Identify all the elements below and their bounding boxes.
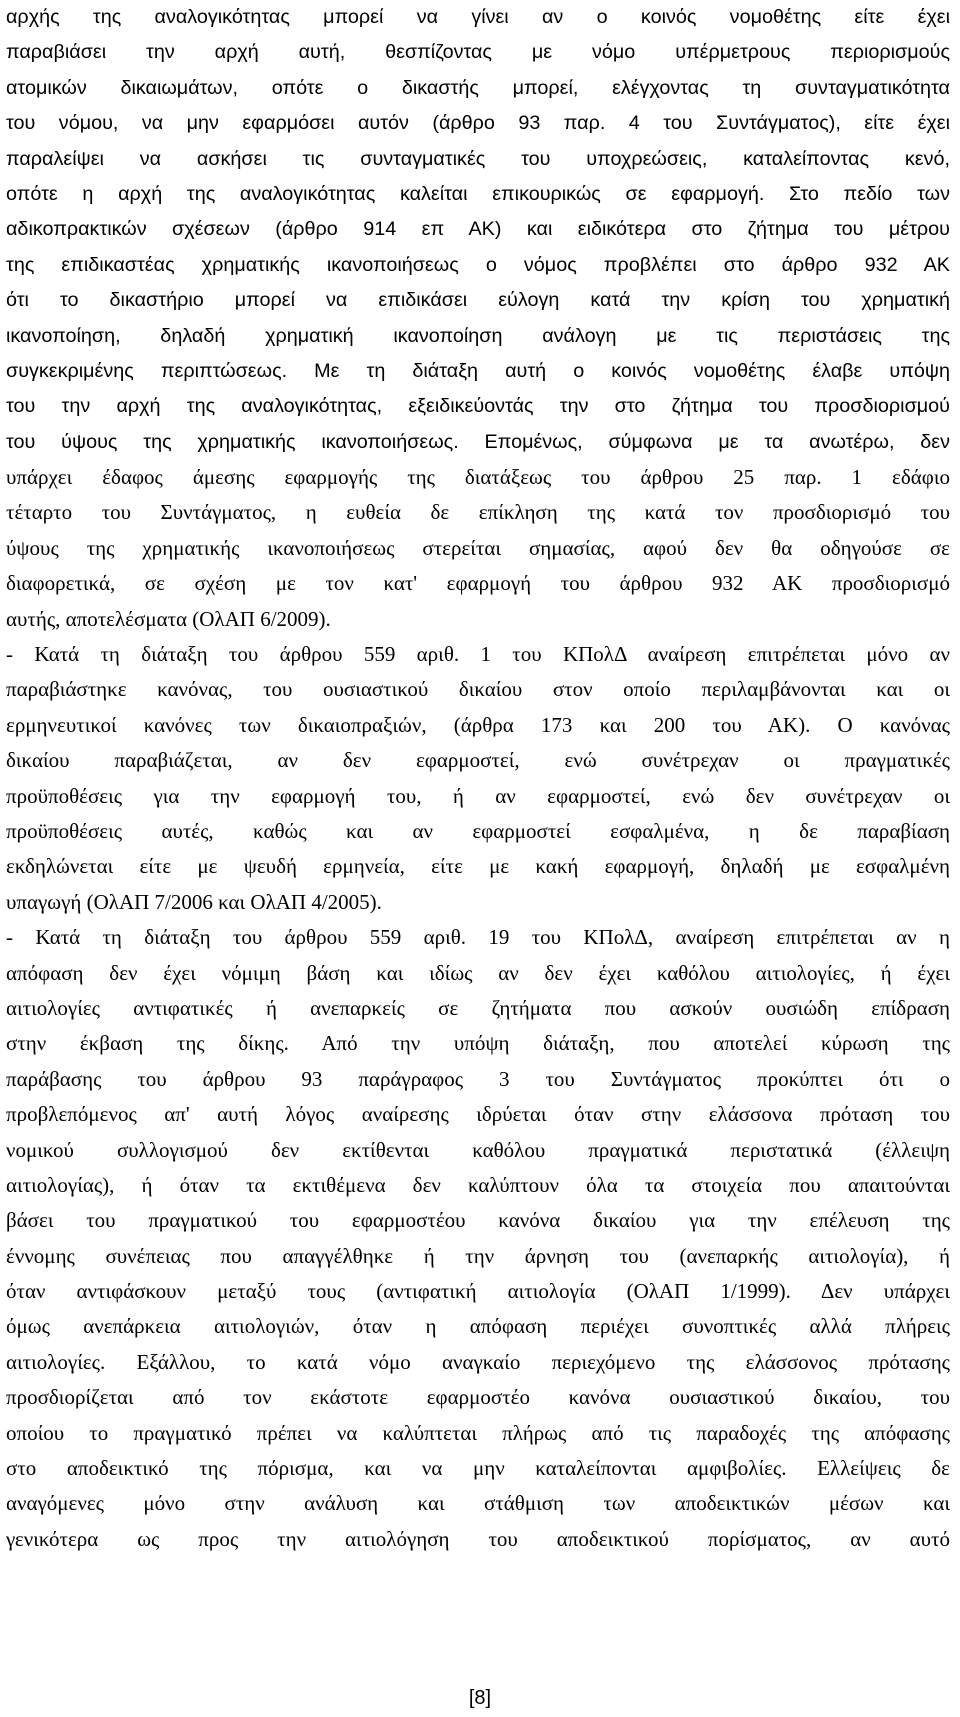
- text-line: συγκεκριμένης περιπτώσεως. Με τη διάταξη αυτή ο κοινός νομοθέτης έλαβε υπόψη: [6, 359, 950, 382]
- document-body: [6, 0, 950, 1557]
- text-line: προϋποθέσεις αυτές, καθώς και αν εφαρμοστεί εσφαλμένα, η δε παραβίαση: [6, 818, 950, 843]
- text-line: αδικοπρακτικών σχέσεων (άρθρο 914 επ ΑΚ) και ειδικότερα στο ζήτημα του μέτρου: [6, 218, 950, 241]
- text-line: βάσει του πραγματικού του εφαρμοστέου κανόνα δικαίου για την επέλευση της: [6, 1208, 950, 1233]
- text-line: αρχής της αναλογικότητας μπορεί να γίνει αν ο κοινός νομοθέτης είτε έχει: [6, 6, 950, 28]
- text-line: του την αρχή της αναλογικότητας, εξειδικεύοντάς την στο ζήτημα του προσδιορισμού: [6, 395, 950, 418]
- text-line: - Κατά τη διάταξη του άρθρου 559 αριθ. 1 του ΚΠολΔ αναίρεση επιτρέπεται μόνο αν: [6, 642, 950, 667]
- text-line: προσδιορίζεται από τον εκάστοτε εφαρμοστέο κανόνα ουσιαστικού δικαίου, του: [6, 1385, 950, 1410]
- text-line: αιτιολογίες. Εξάλλου, το κατά νόμο αναγκαίο περιεχόμενο της ελάσσονος πρότασης: [6, 1349, 950, 1374]
- document-page: [6, 0, 950, 1717]
- text-line: οπότε η αρχή της αναλογικότητας καλείται επικουρικώς σε εφαρμογή. Στο πεδίο των: [6, 182, 950, 205]
- text-line: στο αποδεικτικό της πόρισμα, και να μην καταλείπονται αμφιβολίες. Ελλείψεις δε: [6, 1456, 950, 1481]
- text-line: έννομης συνέπειας που απαγγέλθηκε ή την άρνηση του (ανεπαρκής αιτιολογία), ή: [6, 1243, 950, 1268]
- text-line: αναγόμενες μόνο στην ανάλυση και στάθμιση των αποδεικτικών μέσων και: [6, 1491, 950, 1516]
- text-line: παραβιάστηκε κανόνας, του ουσιαστικού δικαίου στον οποίο περιλαμβάνονται και οι: [6, 677, 950, 702]
- text-line: παράβασης του άρθρου 93 παράγραφος 3 του Συντάγματος προκύπτει ότι ο: [6, 1066, 950, 1091]
- text-line: ότι το δικαστήριο μπορεί να επιδικάσει εύλογη κατά την κρίση του χρηματική: [6, 289, 950, 312]
- text-line: του ύψους της χρηματικής ικανοποιήσεως. Επομένως, σύμφωνα με τα ανωτέρω, δεν: [6, 430, 950, 453]
- text-line: αιτιολογίες αντιφατικές ή ανεπαρκείς σε ζητήματα που ασκούν ουσιώδη επίδραση: [6, 995, 950, 1020]
- text-line: του νόμου, να μην εφαρμόσει αυτόν (άρθρο 93 παρ. 4 του Συντάγματος), είτε έχει: [6, 112, 950, 135]
- text-line: όταν αντιφάσκουν μεταξύ τους (αντιφατική αιτιολογία (ΟλΑΠ 1/1999). Δεν υπάρχει: [6, 1279, 950, 1304]
- text-line: διαφορετικά, σε σχέση με τον κατ' εφαρμογή του άρθρου 932 ΑΚ προσδιορισμό: [6, 571, 950, 596]
- text-line: στην έκβαση της δίκης. Από την υπόψη διάταξη, που αποτελεί κύρωση της: [6, 1031, 950, 1056]
- text-line: αυτής, αποτελέσματα (ΟλΑΠ 6/2009).: [6, 606, 331, 631]
- text-line: παραλείψει να ασκήσει τις συνταγματικές του υποχρεώσεις, καταλείποντας κενό,: [6, 147, 950, 170]
- text-line: δικαίου παραβιάζεται, αν δεν εφαρμοστεί, ενώ συνέτρεχαν οι πραγματικές: [6, 748, 950, 773]
- text-line: προϋποθέσεις για την εφαρμογή του, ή αν εφαρμοστεί, ενώ δεν συνέτρεχαν οι: [6, 783, 950, 808]
- text-line: της επιδικαστέας χρηματικής ικανοποιήσεως ο νόμος προβλέπει στο άρθρο 932 ΑΚ: [6, 253, 950, 276]
- text-line: τέταρτο του Συντάγματος, η ευθεία δε επίκληση της κατά τον προσδιορισμό του: [6, 500, 950, 525]
- text-line: όμως ανεπάρκεια αιτιολογιών, όταν η απόφαση περιέχει συνοπτικές αλλά πλήρεις: [6, 1314, 950, 1339]
- text-line: υπάρχει έδαφος άμεσης εφαρμογής της διατάξεως του άρθρου 25 παρ. 1 εδάφιο: [6, 465, 950, 490]
- text-line: παραβιάσει την αρχή αυτή, θεσπίζοντας με νόμο υπέρμετρους περιορισμούς: [6, 41, 950, 64]
- text-line: αιτιολογίας), ή όταν τα εκτιθέμενα δεν καλύπτουν όλα τα στοιχεία που απαιτούνται: [6, 1172, 950, 1197]
- text-line: απόφαση δεν έχει νόμιμη βάση και ιδίως αν δεν έχει καθόλου αιτιολογίες, ή έχει: [6, 960, 950, 985]
- text-line: οποίου το πραγματικό πρέπει να καλύπτεται πλήρως από τις παραδοχές της απόφασης: [6, 1420, 950, 1445]
- text-line: - Κατά τη διάταξη του άρθρου 559 αριθ. 19 του ΚΠολΔ, αναίρεση επιτρέπεται αν η: [6, 925, 950, 950]
- text-line: ύψους της χρηματικής ικανοποιήσεως στερείται σημασίας, αφού δεν θα οδηγούσε σε: [6, 535, 950, 560]
- page-number: [8]: [468, 1687, 492, 1709]
- text-line: γενικότερα ως προς την αιτιολόγηση του αποδεικτικού πορίσματος, αν αυτό: [6, 1526, 950, 1551]
- text-line: εκδηλώνεται είτε με ψευδή ερμηνεία, είτε με κακή εφαρμογή, δηλαδή με εσφαλμένη: [6, 854, 950, 879]
- text-line: ικανοποίηση, δηλαδή χρηματική ικανοποίηση ανάλογη με τις περιστάσεις της: [6, 324, 950, 347]
- text-line: προβλεπόμενος απ' αυτή λόγος αναίρεσης ιδρύεται όταν στην ελάσσονα πρόταση του: [6, 1102, 950, 1127]
- text-line: υπαγωγή (ΟλΑΠ 7/2006 και ΟλΑΠ 4/2005).: [6, 889, 382, 914]
- text-line: νομικού συλλογισμού δεν εκτίθενται καθόλου πραγματικά περιστατικά (έλλειψη: [6, 1137, 950, 1162]
- text-line: ατομικών δικαιωμάτων, οπότε ο δικαστής μπορεί, ελέγχοντας τη συνταγματικότητα: [6, 76, 950, 99]
- text-line: ερμηνευτικοί κανόνες των δικαιοπραξιών, (άρθρα 173 και 200 του ΑΚ). Ο κανόνας: [6, 712, 950, 737]
